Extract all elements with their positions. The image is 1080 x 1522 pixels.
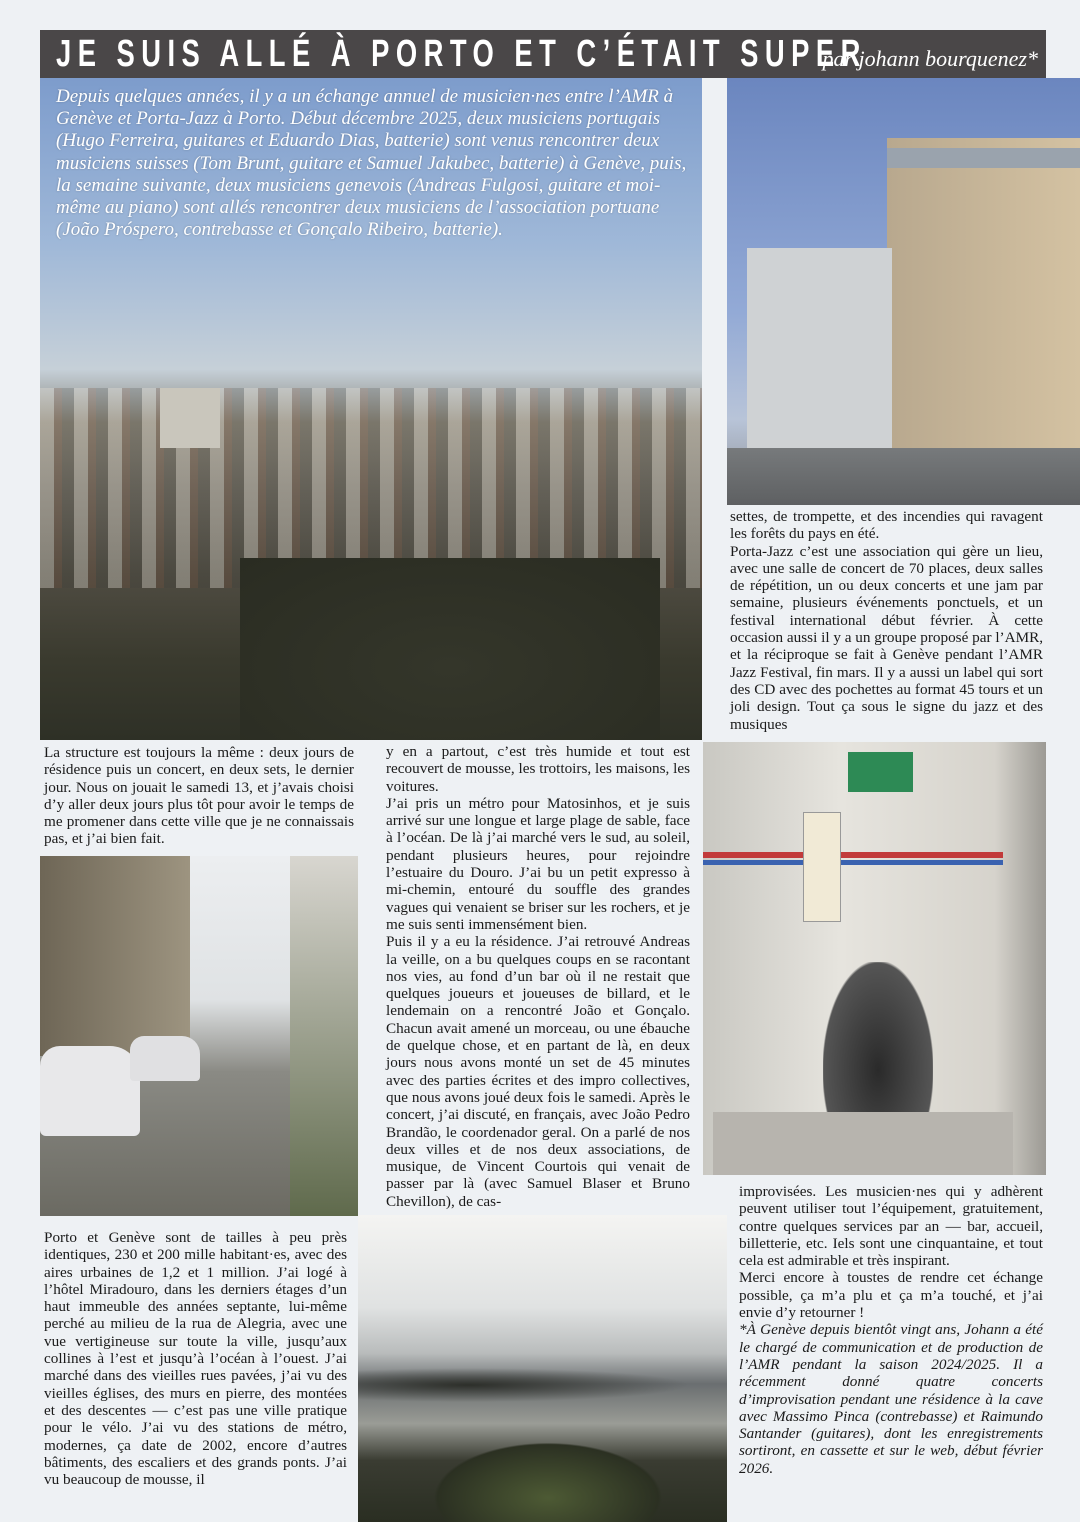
paragraph: Porta-Jazz c’est une association qui gère un lieu, avec une salle de concert de 70 places, deux salles de répétition, un ou deux concerts et une jam par semaine, plusieurs événements ponctuels, et un festival international début février. À cette occasion aussi il y a un groupe proposé par l’AMR, et la réciproque se fait à Genève pendant l’AMR Jazz Festival, fin mars. Il y a aussi un label qui sort des CD avec des pochettes au format 45 tours et un joli design. Tout ça sous le signe du jazz et des musiques bbox=[730, 542, 1043, 733]
paragraph: Merci encore à toustes de rendre cet échange possible, ça m’a plu et ça m’a touché, et j’ai envie d’y retourner ! bbox=[739, 1269, 1043, 1322]
author-footnote: *À Genève depuis bientôt vingt ans, Johann a été le chargé de communication et de production de l’AMR pendant la saison 2024/2025. Il a récemment donné quatre concerts d’improvisation pendant une résidence à la cave avec Massimo Pinca (contrebasse) et Raimundo Santander (guitares), dont les enregistrements sortiront, en cassette et sur le web, début février 2026. bbox=[739, 1321, 1043, 1477]
cobblestone-street-photo bbox=[40, 856, 358, 1216]
paragraph: Puis il y a eu la résidence. J’ai retrouvé Andreas la veille, on a bu quelques coups en se racontant nos vies, au fond d’un bar où il ne restait que quelques joueurs et joueuses de billard, et le lendemain on a rencontré João et Gonçalo. Chacun avait amené un morceau, ou une ébauche de quelque chose, et en partant de là, en deux jours nous avons monté un set de 45 minutes avec des parties écrites et des impro collectives, que nous avons joué deux fois le samedi. Après le concert, j’ai discuté, en français, avec João Pedro Brandão, le coordenador geral. On a parlé de nos deux villes et de nos deux associations, de musique, de Vincent Courtois qui venait de passer par là (avec Samuel Blaser et Bruno Chevillon), de cas- bbox=[386, 933, 690, 1210]
paragraph: improvisées. Les musicien·nes qui y adhèrent peuvent utiliser tout l’équipement, gratuitement, contre quelques services par an — bar, accueil, billetterie, etc. Iels sont une cinquantaine, et tout cela est admirable et très inspirant. bbox=[739, 1183, 1043, 1270]
right-top-column bbox=[730, 508, 1043, 733]
middle-column bbox=[386, 743, 690, 1210]
building-street-photo bbox=[727, 78, 1080, 505]
left-bottom-column bbox=[44, 1229, 347, 1488]
title-bar bbox=[40, 30, 1046, 78]
paragraph: Porto et Genève sont de tailles à peu près identiques, 230 et 200 mille habitant·es, avec des aires urbaines de 1,2 et 1 million. J’ai logé à l’hôtel Miradouro, dans les derniers étages d’un haut immeuble des années septante, lui-même perché au milieu de la rua de Alegria, avec une vue vertigineuse sur toute la ville, jusqu’aux collines à l’est et jusqu’à l’océan à l’ouest. J’ai marché dans des vieilles rues pavées, j’ai vu des vieilles églises, des murs en pierre, des montées et des descentes — c’est pas une ville pratique pour le vélo. J’ai vu des stations de métro, modernes, ça date de 2002, encore d’autres bâtiments, des escaliers et des grands ponts. J’ai vu beaucoup de mousse, il bbox=[44, 1229, 347, 1489]
paragraph: J’ai pris un métro pour Matosinhos, et je suis arrivé sur une longue et large plage de sable, face à l’océan. De là j’ai marché vers le sud, au soleil, pendant plusieurs heures, pour rejoindre l’estuaire du Douro. J’ai bu un petit expresso à mi-chemin, entouré du souffle des grandes vagues qui venaient se briser sur les rochers, et je me suis senti immensément bien. bbox=[386, 794, 690, 933]
article-title: JE SUIS ALLÉ À PORTO ET C’ÉTAIT SUPER bbox=[56, 32, 867, 75]
garage-tyre-sculpture-photo bbox=[703, 742, 1046, 1175]
paragraph: settes, de trompette, et des incendies qui ravagent les forêts du pays en été. bbox=[730, 508, 1043, 543]
paragraph: y en a partout, c’est très humide et tout est recouvert de mousse, les trottoirs, les maisons, les voitures. bbox=[386, 743, 690, 795]
paragraph: La structure est toujours la même : deux jours de résidence puis un concert, en deux sets, le dernier jour. Nous on jouait le samedi 13, et j’avais choisi d’y aller deux jours plus tôt pour avoir le temps de me promener dans cette ville que je ne connaissais pas, et j’ai bien fait. bbox=[44, 744, 354, 848]
intro-paragraph: Depuis quelques années, il y a un échange annuel de musicien·nes entre l’AMR à Genève et Porta-Jazz à Porto. Début décembre 2025, deux musiciens portugais (Hugo Ferreira, guitares et Eduardo Dias, batterie) sont venus rencontrer deux musiciens suisses (Tom Brunt, guitare et Samuel Jakubec, batterie) à Genève, puis, la semaine suivante, deux musiciens genevois (Andreas Fulgosi, guitare et moi-même au piano) sont allés rencontrer deux musiciens de l’association portuane (João Próspero, contrebasse et Gonçalo Ribeiro, batterie). bbox=[56, 86, 687, 241]
beach-rocks-photo bbox=[358, 1215, 727, 1522]
left-top-column bbox=[44, 744, 354, 848]
right-bottom-column bbox=[739, 1183, 1043, 1477]
byline: par johann bourquenez* bbox=[822, 46, 1038, 71]
